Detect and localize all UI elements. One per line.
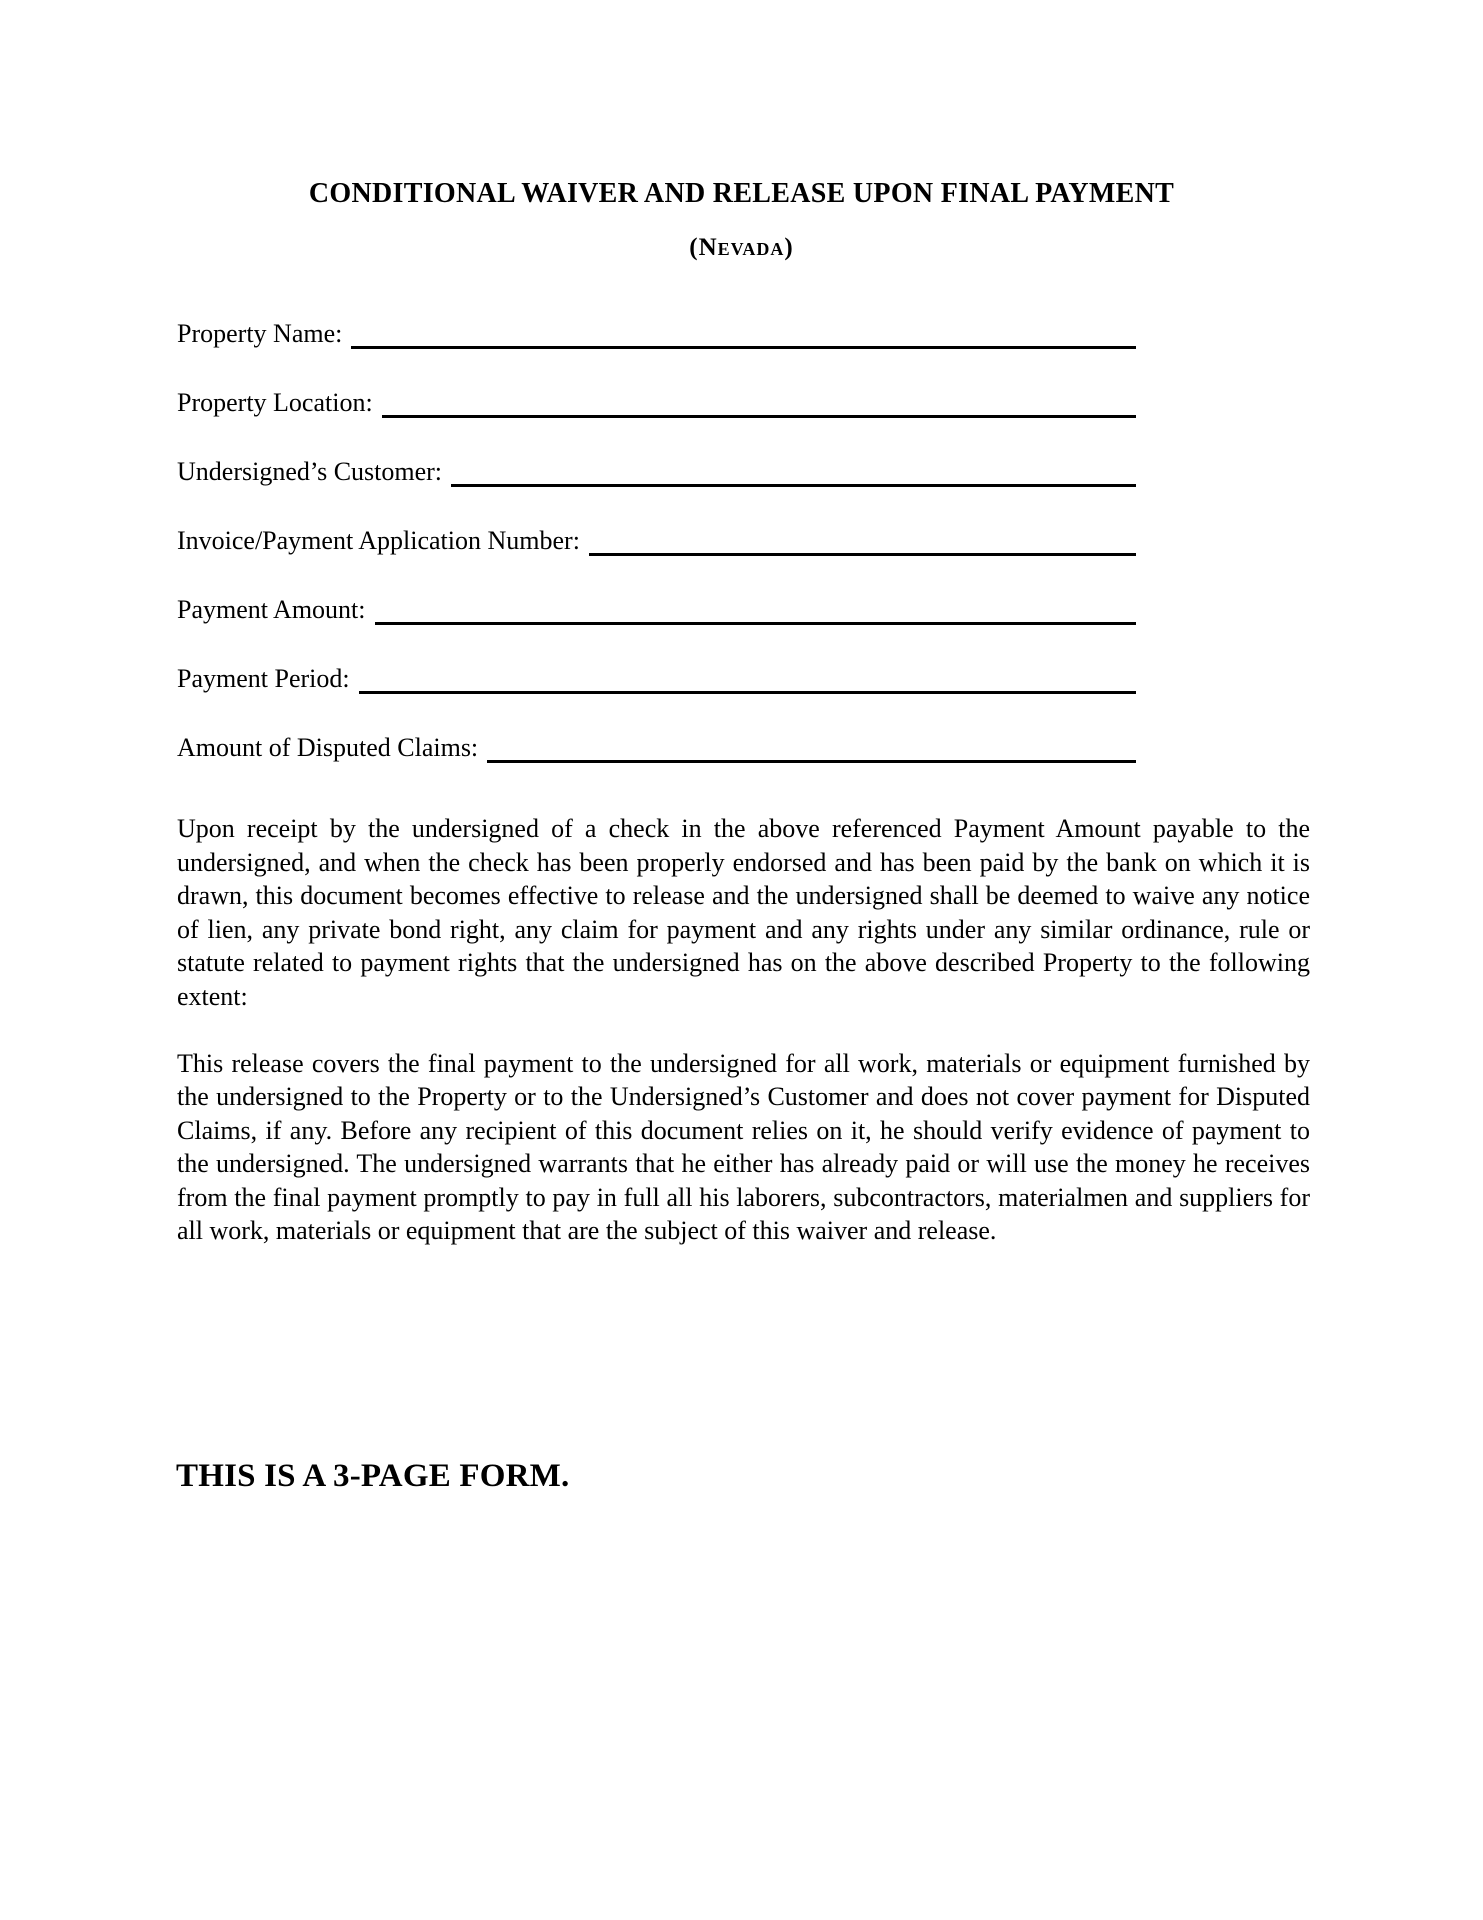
- field-label: Property Name:: [177, 319, 343, 348]
- field-payment-period: [177, 625, 1136, 694]
- form-fields: [177, 280, 1136, 763]
- fill-line-property-location: [382, 381, 1136, 418]
- body-text: [177, 812, 1310, 1281]
- document-subtitle: (Nevada): [689, 234, 794, 261]
- field-label: Amount of Disputed Claims:: [177, 733, 479, 762]
- field-label: Payment Period:: [177, 664, 350, 693]
- paragraph-release-coverage: This release covers the final payment to the undersigned for all work, materials or equipment furnished by the undersigned to the Property or to the Undersigned’s Customer and does not cover payment for Disputed Claims, if any. Before any recipient of this document relies on it, he should verify evidence of payment to the undersigned. The undersigned warrants that he either has already paid or will use the money he receives from the final payment promptly to pay in full all his laborers, subcontractors, materialmen and suppliers for all work, materials or equipment that are the subject of this waiver and release.: [177, 1048, 1310, 1245]
- fill-line-property-name: [351, 312, 1136, 349]
- fill-line-undersigneds-customer: [451, 450, 1136, 487]
- field-label: Property Location:: [177, 388, 373, 417]
- field-invoice-payment-application-number: [177, 487, 1136, 556]
- field-property-name: [177, 280, 1136, 349]
- field-undersigneds-customer: [177, 418, 1136, 487]
- fill-line-payment-amount: [375, 588, 1137, 625]
- field-property-location: [177, 349, 1136, 418]
- document-title: CONDITIONAL WAIVER AND RELEASE UPON FINAL PAYMENT: [308, 178, 1175, 209]
- fill-line-payment-period: [359, 657, 1136, 694]
- field-label: Payment Amount:: [177, 595, 366, 624]
- field-label: Invoice/Payment Application Number:: [177, 526, 580, 555]
- field-payment-amount: [177, 556, 1136, 625]
- page-form-note: THIS IS A 3-PAGE FORM.: [176, 1458, 570, 1494]
- field-label: Undersigned’s Customer:: [177, 457, 443, 486]
- fill-line-invoice-payment-application-number: [589, 519, 1136, 556]
- field-amount-of-disputed-claims: [177, 694, 1136, 763]
- fill-line-amount-of-disputed-claims: [487, 726, 1136, 763]
- paragraph-release-conditions: Upon receipt by the undersigned of a check in the above referenced Payment Amount payable to the undersigned, and when the check has been properly endorsed and has been paid by the bank on which it is drawn, this document becomes effective to release and the undersigned shall be deemed to waive any notice of lien, any private bond right, any claim for payment and any rights under any similar ordinance, rule or statute related to payment rights that the undersigned has on the above described Property to the following extent:: [177, 814, 1310, 1011]
